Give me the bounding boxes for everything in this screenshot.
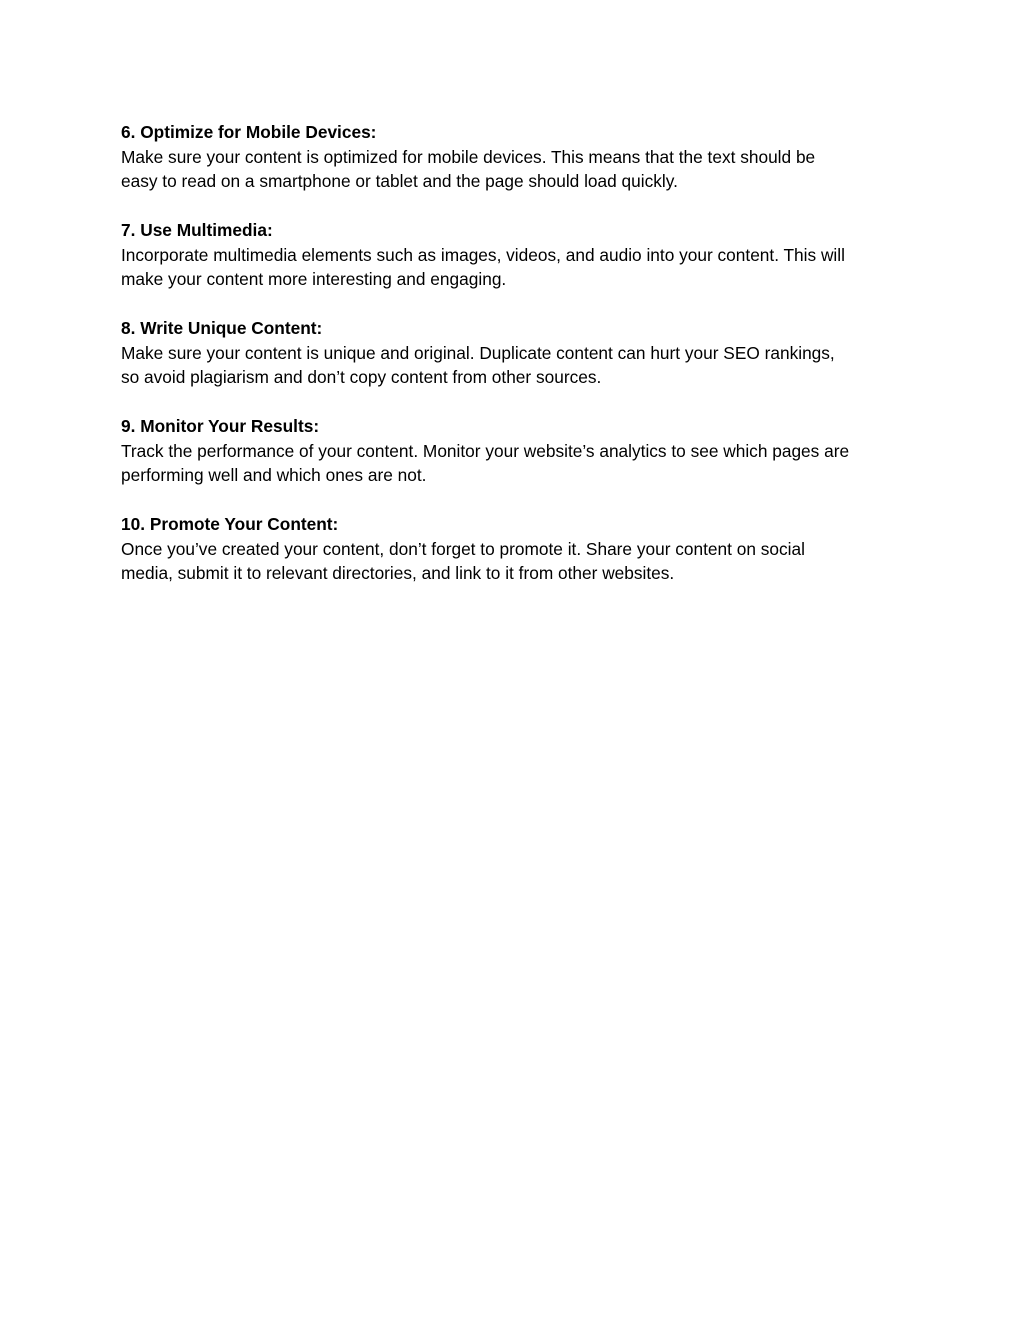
tip-heading: 6. Optimize for Mobile Devices:: [121, 122, 377, 142]
tip-body-line: Track the performance of your content. Monitor your website’s analytics to see which pages are: [121, 440, 850, 461]
tip-body: [121, 341, 911, 390]
tip-body-line: easy to read on a smartphone or tablet and the page should load quickly.: [121, 171, 678, 191]
tip-section-9: [121, 414, 911, 488]
tip-section-6: [121, 120, 911, 194]
tip-body-line: Make sure your content is optimized for mobile devices. This means that the text should be: [121, 146, 816, 167]
tip-body: [121, 243, 911, 292]
tip-heading: 9. Monitor Your Results:: [121, 416, 320, 436]
tip-heading: 10. Promote Your Content:: [121, 514, 339, 534]
tip-section-10: [121, 512, 911, 586]
tip-body-line: Incorporate multimedia elements such as images, videos, and audio into your content. This will: [121, 244, 845, 265]
document-page: [121, 120, 911, 610]
tip-body-line: Once you’ve created your content, don’t forget to promote it. Share your content on social: [121, 538, 805, 559]
tip-body-line: so avoid plagiarism and don’t copy content from other sources.: [121, 367, 602, 387]
tip-body-line: performing well and which ones are not.: [121, 465, 427, 485]
tip-heading: 8. Write Unique Content:: [121, 318, 323, 338]
tip-body: [121, 145, 911, 194]
tip-body: [121, 537, 911, 586]
tip-section-7: [121, 218, 911, 292]
tip-body: [121, 439, 911, 488]
tip-body-line: media, submit it to relevant directories, and link to it from other websites.: [121, 563, 675, 583]
tip-heading: 7. Use Multimedia:: [121, 220, 273, 240]
tip-body-line: make your content more interesting and engaging.: [121, 269, 507, 289]
tip-body-line: Make sure your content is unique and original. Duplicate content can hurt your SEO rankings,: [121, 342, 835, 363]
tip-section-8: [121, 316, 911, 390]
